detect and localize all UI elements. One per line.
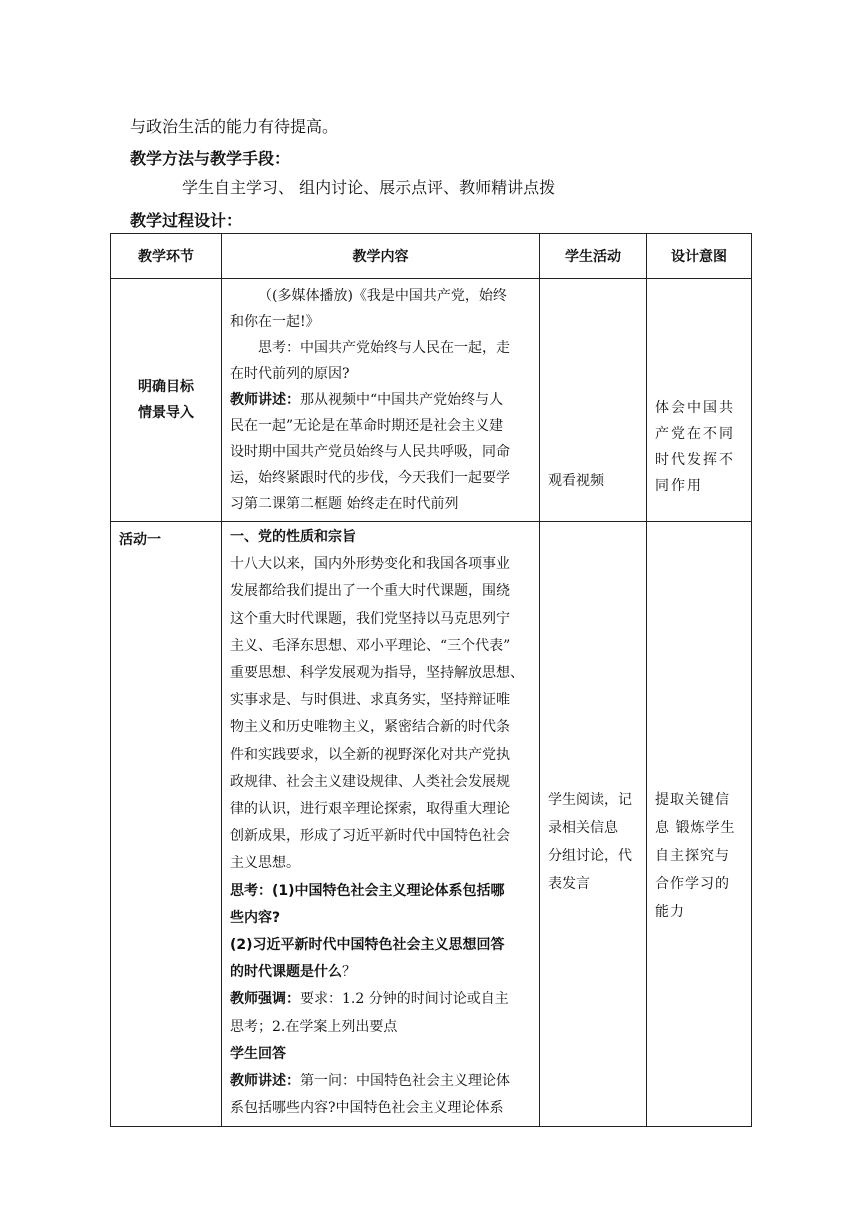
- header-intent: 设计意图: [647, 234, 752, 279]
- content-line: 主义、毛泽东思想、邓小平理论、“三个代表”: [230, 637, 511, 654]
- intent-line: 同作用: [655, 478, 703, 494]
- answer-label: 学生回答: [230, 1045, 286, 1062]
- content-line: 这个重大时代课题，我们党坚持以马克思列宁: [230, 610, 510, 627]
- section-heading: 一、党的性质和宗旨: [230, 529, 356, 545]
- intent-line: 产党在不同: [655, 426, 735, 442]
- header-stage: 教学环节: [111, 234, 222, 279]
- row2-stage: [111, 522, 222, 1127]
- content-line: 主义思想。: [230, 855, 300, 872]
- content-line: （(多媒体播放)《我是中国共产党，始终: [258, 288, 507, 304]
- intent-line: 体会中国共: [655, 400, 735, 416]
- row1-content: [222, 279, 540, 522]
- stage-label: 活动一: [119, 532, 161, 548]
- content-text: 要求：1.2 分钟的时间讨论或自主: [300, 991, 509, 1008]
- activity-line: 表发言: [548, 876, 590, 892]
- emphasis-label: 教师强调：: [230, 991, 300, 1008]
- content-line: 系包括哪些内容?中国特色社会主义理论体系: [230, 1100, 504, 1117]
- activity-line: 学生阅读，记: [548, 792, 632, 808]
- content-line: 发展都给我们提出了一个重大时代课题，围绕: [230, 583, 510, 600]
- content-text: 那从视频中“中国共产党始终与人: [300, 392, 504, 408]
- row2-activity: [540, 522, 647, 1127]
- content-line: 运，始终紧跟时代的步伐，今天我们一起要学: [230, 470, 510, 486]
- content-line: 件和实践要求，以全新的视野深化对共产党执: [230, 746, 510, 763]
- activity-text: 观看视频: [548, 472, 604, 489]
- row2-intent: [647, 522, 752, 1127]
- table-row: [111, 522, 752, 1127]
- content-line: [230, 387, 531, 413]
- stage-label: 明确目标: [138, 379, 194, 395]
- content-line: 重要思想、科学发展观为指导，坚持解放思想、: [230, 665, 524, 682]
- row1-intent: [647, 279, 752, 522]
- content-line: [230, 986, 531, 1013]
- methods-text: 学生自主学习、 组内讨论、展示点评、教师精讲点拨: [182, 178, 556, 197]
- intent-line: 自主探究与: [655, 848, 730, 864]
- question-line: (2)习近平新时代中国特色社会主义思想回答: [230, 937, 505, 954]
- process-heading: 教学过程设计：: [130, 211, 243, 230]
- intent-line: 息 锻炼学生: [655, 820, 736, 836]
- activity-line: 分组讨论，代: [548, 848, 632, 864]
- content-line: 和你在一起!》: [230, 314, 320, 330]
- intent-line: 合作学习的: [655, 876, 730, 892]
- content-line: 思考；2.在学案上列出要点: [230, 1018, 398, 1035]
- table-header-row: [111, 234, 752, 279]
- intent-line: 能力: [655, 904, 685, 920]
- content-line: 民在一起”无论是在革命时期还是社会主义建: [230, 418, 504, 434]
- table-row: [111, 279, 752, 522]
- row1-activity: [540, 279, 647, 522]
- content-line: [230, 1068, 531, 1095]
- activity-line: 录相关信息: [548, 820, 618, 836]
- content-line: 政规律、社会主义建设规律、人类社会发展规: [230, 773, 510, 790]
- content-line: 设时期中国共产党员始终与人民共呼吸，同命: [230, 444, 510, 460]
- teacher-label: 教师讲述：: [230, 1073, 300, 1090]
- content-text: 第一问：中国特色社会主义理论体: [300, 1073, 510, 1090]
- header-content: 教学内容: [222, 234, 540, 279]
- intent-line: 时代发挥不: [655, 452, 735, 468]
- header-activity: 学生活动: [540, 234, 647, 279]
- row1-stage: [111, 279, 222, 522]
- content-line: 在时代前列的原因?: [230, 366, 350, 382]
- content-line: 实事求是、与时俱进、求真务实，坚持辩证唯: [230, 692, 510, 709]
- question-line: 些内容?: [230, 909, 281, 926]
- lesson-table: [110, 233, 752, 1127]
- content-line: 习第二课第二框题 始终走在时代前列: [230, 496, 459, 512]
- content-line: 思考：中国共产党始终与人民在一起，走: [258, 340, 510, 356]
- teacher-label: 教师讲述：: [230, 392, 300, 408]
- methods-heading: 教学方法与教学手段：: [130, 149, 291, 168]
- question-mark: ？: [342, 964, 356, 981]
- content-line: 创新成果，形成了习近平新时代中国特色社会: [230, 828, 510, 845]
- content-line: 律的认识，进行艰辛理论探索，取得重大理论: [230, 801, 510, 818]
- question-text: 的时代课题是什么: [230, 964, 342, 981]
- intro-line: 与政治生活的能力有待提高。: [130, 117, 339, 136]
- question-line: [230, 959, 531, 986]
- content-line: 十八大以来，国内外形势变化和我国各项事业: [230, 556, 510, 573]
- row2-content: [222, 522, 540, 1127]
- stage-label: 情景导入: [138, 405, 194, 421]
- content-line: 物主义和历史唯物主义，紧密结合新的时代条: [230, 719, 510, 736]
- question-line: 思考：(1)中国特色社会主义理论体系包括哪: [230, 882, 505, 899]
- intent-line: 提取关键信: [655, 792, 730, 808]
